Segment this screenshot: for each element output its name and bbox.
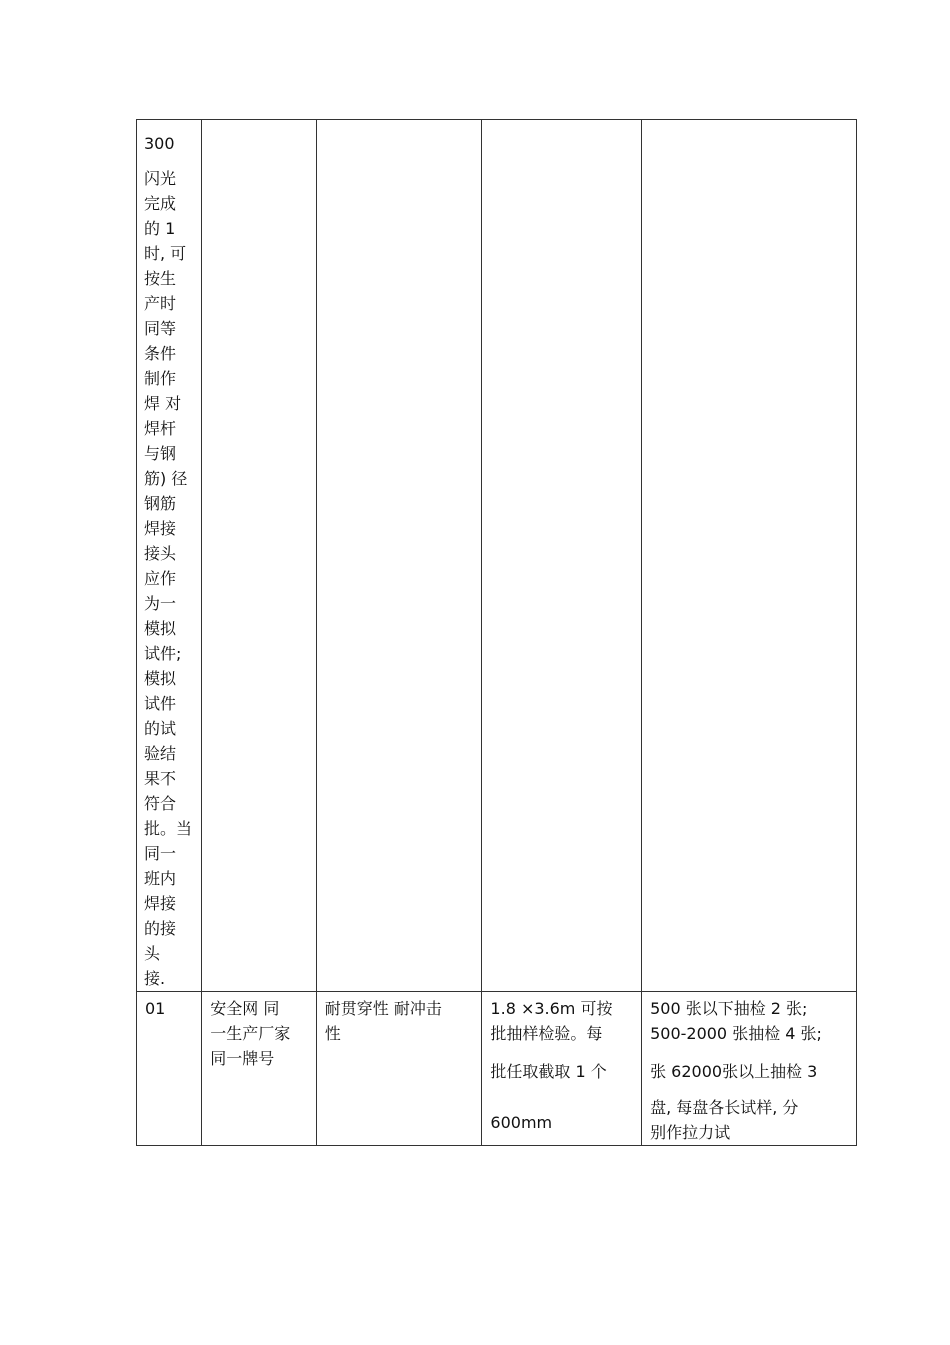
sampling-method: 1.8 ×3.6m 可按: [490, 999, 613, 1018]
text-line: 接.: [144, 969, 166, 988]
text-line: 的接: [144, 919, 177, 938]
test-items: 性: [324, 1024, 341, 1043]
text-line: 条件: [144, 344, 177, 363]
test-items: 耐贯穿性 耐冲击: [324, 999, 442, 1018]
text-line: 的 1: [144, 219, 176, 238]
table-cell: [642, 120, 857, 992]
sampling-quantity: 500-2000 张抽检 4 张;: [650, 1024, 822, 1043]
product-name: 同一牌号: [210, 1049, 275, 1068]
table-cell: [137, 992, 202, 1146]
text-line: 的试: [144, 719, 177, 738]
text-line: 钢筋: [144, 494, 177, 513]
product-name: 安全网 同: [210, 999, 280, 1018]
text-line: 同等: [144, 319, 177, 338]
text-line: 焊接: [144, 894, 177, 913]
table-row: [137, 120, 857, 992]
text-line: 焊杆: [144, 419, 177, 438]
sampling-quantity: 500 张以下抽检 2 张;: [650, 999, 808, 1018]
text-line: 班内: [144, 869, 177, 888]
text-line: 接头: [144, 544, 177, 563]
text-line: 与钢: [144, 444, 177, 463]
text-line: 头: [144, 944, 161, 963]
text-line: 模拟: [144, 619, 177, 638]
text-line: 焊 对: [144, 394, 182, 413]
text-line: 筋) 径: [144, 469, 188, 488]
table-cell: [202, 992, 316, 1146]
text-line: 果不: [144, 769, 177, 788]
table-cell: [482, 120, 642, 992]
text-line: 时, 可: [144, 244, 187, 263]
sampling-quantity: 盘, 每盘各长试样, 分: [650, 1098, 799, 1117]
text-line: 符合: [144, 794, 177, 813]
sampling-method: 600mm: [490, 1113, 553, 1132]
table-cell: [642, 992, 857, 1146]
table-row: [137, 992, 857, 1146]
table-cell: [202, 120, 316, 992]
text-line: 应作: [144, 569, 177, 588]
sampling-quantity: 别作拉力试: [650, 1123, 731, 1142]
vertical-text: [137, 154, 201, 991]
text-line: 制作: [144, 369, 177, 388]
text-line: 试件: [144, 694, 177, 713]
table-cell: [137, 120, 202, 992]
sampling-method: 批抽样检验。每: [490, 1024, 603, 1043]
text-line: 验结: [144, 744, 177, 763]
sampling-method: 批任取截取 1 个: [490, 1062, 607, 1081]
text-line: 同一: [144, 844, 177, 863]
inspection-table: [136, 119, 857, 1146]
product-name: 一生产厂家: [210, 1024, 291, 1043]
text-line: 产时: [144, 294, 177, 313]
table-cell: [482, 992, 642, 1146]
row-number: 300: [144, 134, 175, 153]
table-cell: [316, 120, 482, 992]
text-line: 按生: [144, 269, 177, 288]
row-number: 01: [145, 999, 166, 1018]
text-line: 为一: [144, 594, 177, 613]
table-cell: [316, 992, 482, 1146]
text-line: 焊接: [144, 519, 177, 538]
sampling-quantity: 张 62000张以上抽检 3: [650, 1062, 818, 1081]
text-line: 完成: [144, 194, 177, 213]
text-line: 试件;: [144, 644, 182, 663]
text-line: 批。当: [144, 819, 193, 838]
text-line: 模拟: [144, 669, 177, 688]
text-line: 闪光: [144, 169, 177, 188]
